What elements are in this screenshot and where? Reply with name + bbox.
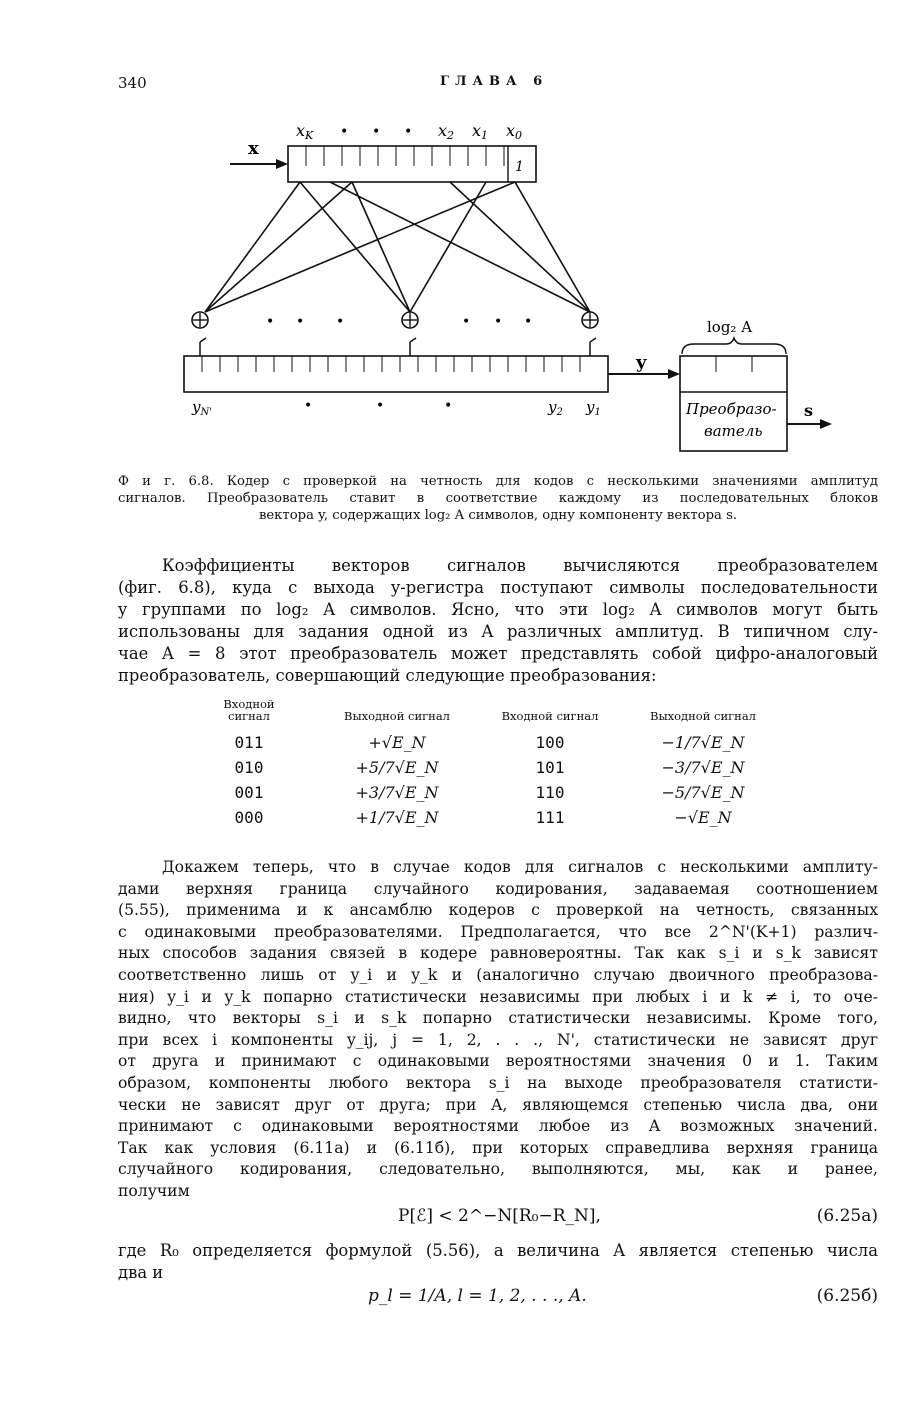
input-x-label: x	[248, 138, 259, 159]
adder-3	[582, 312, 598, 328]
formula-expression: p_l = 1/A, l = 1, 2, . . ., A.	[368, 1286, 587, 1306]
table-cell: 100	[535, 733, 565, 752]
register-label-xk: xK	[296, 121, 314, 142]
table-cell: +√E_N	[368, 733, 426, 752]
table-row	[190, 755, 792, 780]
table-cell: 000	[234, 808, 264, 827]
text-line: от друга и принимают с одинаковыми вероятностями значения 0 и 1. Таким	[118, 1052, 878, 1071]
text-line: использованы для задания одной из A различных амплитуд. В типичном слу-	[118, 622, 878, 641]
encoder-figure	[0, 110, 909, 460]
text-line: два и	[118, 1263, 164, 1282]
formula-number: (6.25a)	[816, 1206, 878, 1226]
text-line: видно, что векторы s_i и s_k попарно статистически независимы. Кроме того,	[118, 1009, 878, 1028]
figure-caption	[118, 473, 878, 524]
text-line: преобразователь, совершающий следующие преобразования:	[118, 666, 657, 685]
paragraph-3	[118, 1240, 878, 1284]
text-line: Так как условия (6.11a) и (6.11б), при которых справедлива верхняя граница	[118, 1138, 878, 1157]
text-line: чае A = 8 этот преобразователь может представлять собой цифро-аналоговый	[118, 644, 878, 663]
register-label-x0: x0	[506, 121, 523, 142]
paragraph-2	[118, 857, 878, 1203]
svg-text:•: •	[266, 314, 275, 330]
text-line: (фиг. 6.8), куда с выхода y-регистра поступают символы последовательности	[118, 578, 878, 597]
table-row	[190, 780, 792, 805]
table-header: Выходной сигнал	[650, 709, 756, 723]
text-line: Докажем теперь, что в случае кодов для сигналов с несколькими амплиту-	[162, 858, 878, 876]
svg-text:•: •	[462, 314, 471, 330]
text-line: Коэффициенты векторов сигналов вычисляются преобразователем	[162, 556, 878, 575]
page-header	[118, 74, 878, 94]
caption-line: сигналов. Преобразователь ставит в соответствие каждому из последовательных блоков	[118, 491, 878, 506]
adder-dots	[266, 314, 532, 330]
output-label-y1: $y_1$	[586, 398, 601, 418]
table-cell: −5/7√E_N	[661, 783, 745, 802]
text-line: ных способов задания связей в кодере равновероятны. Так как s_i и s_k зависят	[118, 944, 878, 963]
text-line: соответственно лишь от y_i и y_k и (аналогично случаю двоичного преобразова-	[118, 965, 878, 984]
table-header: Выходной сигнал	[344, 709, 450, 723]
output-label-yn: $y_{N'}$	[192, 398, 212, 418]
register-label-x2: x2	[438, 121, 455, 142]
page-number: 340	[118, 74, 147, 92]
table-row	[190, 730, 792, 755]
table-header: Входной сигнал	[223, 697, 275, 723]
table-cell: 110	[535, 783, 565, 802]
table-cell: +3/7√E_N	[355, 783, 439, 802]
text-line: ния) y_i и y_k попарно статистически независимы при любых i и k ≠ i, то оче-	[118, 987, 878, 1006]
text-line: где R₀ определяется формулой (5.56), а величина A является степенью числа	[118, 1241, 878, 1260]
table-cell: 111	[535, 808, 565, 827]
register-dot: •	[404, 124, 413, 140]
paragraph-1	[118, 555, 878, 687]
text-line: с одинаковыми преобразователями. Предполагается, что все 2^N'(K+1) различ-	[118, 922, 878, 941]
table-header: Входной сигнал	[501, 709, 599, 723]
text-line: y группами по log₂ A символов. Ясно, что эти log₂ A символов могут быть	[118, 600, 878, 619]
text-line: случайного кодирования, следовательно, выполняются, мы, как и ранее,	[118, 1160, 878, 1179]
input-register	[288, 146, 536, 182]
table-cell: −√E_N	[674, 808, 732, 827]
table-cell: +5/7√E_N	[355, 758, 439, 777]
text-line: образом, компоненты любого вектора s_i на выходе преобразователя статисти-	[118, 1073, 878, 1092]
s-label: s	[804, 401, 814, 420]
adder-2	[402, 312, 418, 328]
output-dot: •	[444, 398, 453, 414]
caption-line: вектора y, содержащих log₂ A символов, одну компоненту вектора s.	[258, 508, 738, 523]
table-cell: 010	[234, 758, 264, 777]
register-last-cell: 1	[515, 159, 524, 175]
svg-text:•: •	[296, 314, 305, 330]
table-cell: +1/7√E_N	[355, 808, 439, 827]
converter-label-line1: Преобразо-	[686, 400, 777, 418]
log-label: log₂ A	[707, 318, 753, 336]
text-line: получим	[118, 1181, 190, 1200]
output-label-y2: $y_2$	[548, 398, 563, 418]
table-cell: −3/7√E_N	[661, 758, 745, 777]
y-label: y	[636, 352, 647, 373]
formula-number: (6.25б)	[816, 1286, 878, 1306]
register-dot: •	[372, 124, 381, 140]
adder-1	[192, 312, 208, 328]
register-label-x1: x1	[472, 121, 489, 142]
conversion-table	[190, 698, 792, 830]
text-line: чески не зависят друг от друга; при A, являющемся степенью числа два, они	[118, 1095, 878, 1114]
table-row	[190, 805, 792, 830]
text-line: (5.55), применима и к ансамблю кодеров с проверкой на четность, связанных	[118, 901, 878, 920]
text-line: принимают с одинаковыми вероятностями любое из A возможных значений.	[118, 1117, 878, 1136]
text-line: при всех i компоненты y_ij, j = 1, 2, . . ., N', статистически не зависят друг	[118, 1030, 878, 1049]
register-dot: •	[340, 124, 349, 140]
chapter-title: ГЛАВА 6	[440, 74, 549, 89]
svg-text:•: •	[524, 314, 533, 330]
formula-expression: P[ℰ] < 2^−N[R₀−R_N],	[398, 1206, 601, 1226]
output-dot: •	[304, 398, 313, 414]
caption-line: Ф и г. 6.8. Кодер с проверкой на четность для кодов с несколькими значениями амплитуд	[118, 474, 878, 489]
svg-text:•: •	[494, 314, 503, 330]
output-dot: •	[376, 398, 385, 414]
table-cell: −1/7√E_N	[661, 733, 745, 752]
table-cell: 011	[234, 733, 264, 752]
svg-text:•: •	[336, 314, 345, 330]
table-cell: 101	[535, 758, 565, 777]
text-line: дами верхняя граница случайного кодирования, задаваемая соотношением	[118, 879, 878, 898]
converter-label-line2: ватель	[704, 422, 763, 440]
table-cell: 001	[234, 783, 264, 802]
